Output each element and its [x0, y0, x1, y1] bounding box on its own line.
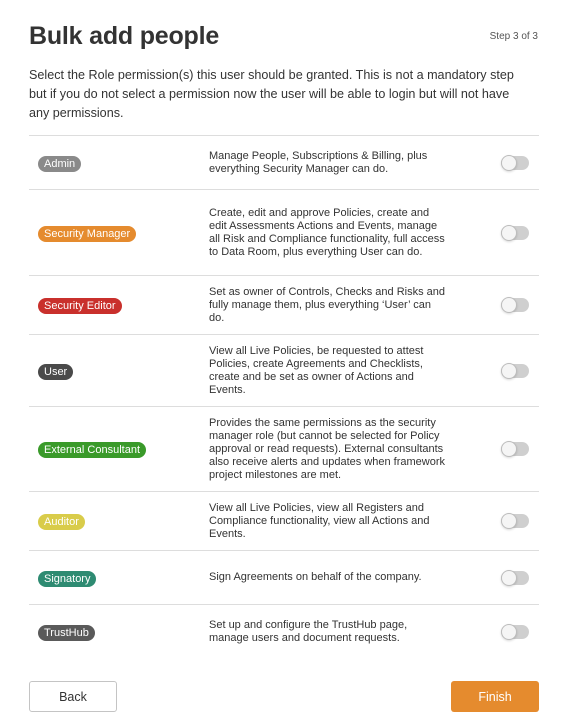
finish-button[interactable]: Finish	[451, 681, 539, 712]
toggle-knob	[501, 441, 517, 457]
role-badge-security-manager: Security Manager	[38, 226, 136, 242]
role-badge-external-consultant: External Consultant	[38, 442, 146, 458]
role-description: Set as owner of Controls, Checks and Risks and fully manage them, plus everything ‘User’ can do.	[209, 285, 446, 324]
role-description: Sign Agreements on behalf of the company.	[209, 571, 422, 583]
toggle-knob	[501, 624, 517, 640]
toggle-user[interactable]	[501, 364, 529, 378]
role-row-external-consultant	[29, 407, 539, 492]
role-row-admin	[29, 136, 539, 190]
role-badge-security-editor: Security Editor	[38, 298, 122, 314]
toggle-trusthub[interactable]	[501, 625, 529, 639]
toggle-signatory[interactable]	[501, 571, 529, 585]
role-row-signatory	[29, 551, 539, 605]
role-row-trusthub	[29, 605, 539, 659]
toggle-knob	[501, 155, 517, 171]
toggle-knob	[501, 513, 517, 529]
role-description: View all Live Policies, be requested to attest Policies, create Agreements and Checklists, create and be set as owner of Actions and Events.	[209, 344, 424, 396]
toggle-security-editor[interactable]	[501, 298, 529, 312]
toggle-knob	[501, 225, 517, 241]
toggle-knob	[501, 297, 517, 313]
role-badge-auditor: Auditor	[38, 514, 85, 530]
role-description: Manage People, Subscriptions & Billing, plus everything Security Manager can do.	[209, 149, 428, 175]
toggle-admin[interactable]	[501, 156, 529, 170]
role-row-security-manager	[29, 190, 539, 276]
role-row-user	[29, 335, 539, 407]
toggle-security-manager[interactable]	[501, 226, 529, 240]
intro-text: Select the Role permission(s) this user should be granted. This is not a mandatory step but if you do not select a permission now the user will be able to login but will not have any permissions.	[29, 68, 514, 120]
back-button[interactable]: Back	[29, 681, 117, 712]
page-title: Bulk add people	[29, 22, 220, 50]
step-indicator: Step 3 of 3	[489, 31, 538, 42]
role-badge-signatory: Signatory	[38, 571, 96, 587]
toggle-knob	[501, 570, 517, 586]
role-description: Set up and configure the TrustHub page, manage users and document requests.	[209, 619, 408, 644]
role-permissions-list	[29, 135, 539, 659]
role-row-auditor	[29, 492, 539, 551]
toggle-auditor[interactable]	[501, 514, 529, 528]
role-description: View all Live Policies, view all Registers and Compliance functionality, view all Actions and Events.	[209, 501, 430, 540]
role-badge-trusthub: TrustHub	[38, 625, 95, 641]
toggle-external-consultant[interactable]	[501, 442, 529, 456]
toggle-knob	[501, 363, 517, 379]
role-description: Create, edit and approve Policies, create and edit Assessments Actions and Events, manage all Risk and Compliance functionality, full access to Data Room, plus everything User can do.	[209, 206, 445, 258]
role-description: Provides the same permissions as the security manager role (but cannot be selected for Policy approval or read requests). External consultants also receive alerts and updates when framework project milestones are met.	[209, 416, 446, 481]
role-badge-admin: Admin	[38, 156, 81, 172]
role-row-security-editor	[29, 276, 539, 335]
role-badge-user: User	[38, 364, 73, 380]
